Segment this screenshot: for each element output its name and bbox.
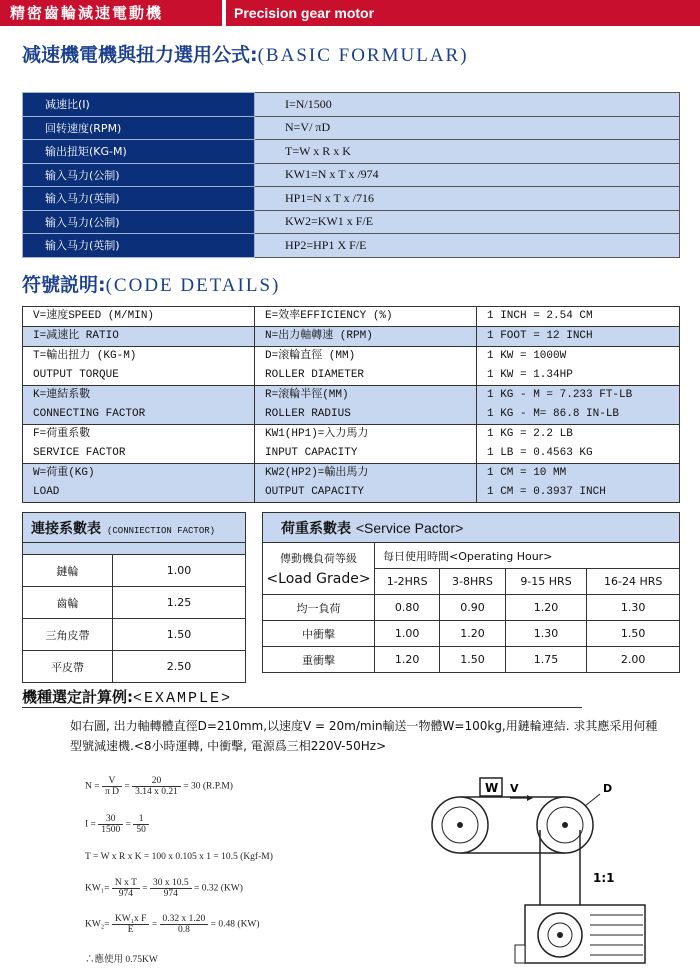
formula-value: KW2=KW1 x F/E	[255, 210, 680, 234]
connection-title-cn: 連接系數表	[31, 520, 101, 537]
calc-rpm-eq: =	[124, 781, 130, 792]
calc-torque: T = W x R x K = 100 x 0.105 x 1 = 10.5 (Kgf-M)	[85, 852, 273, 862]
example-divider	[22, 707, 582, 708]
load-label: W	[485, 781, 499, 795]
service-row	[263, 647, 680, 673]
formula-table	[22, 92, 680, 258]
connection-value: 2.50	[113, 651, 246, 683]
code-line: 1 LB = 0.4563 KG	[487, 447, 593, 459]
example-text-line-1: 如右圖, 出力軸轉體直徑D=210mm,以速度V = 20m/min輸送一物體W=100kg,用鏈輪連結. 求其應采用何種	[70, 719, 658, 733]
service-factor-value: 1.20	[505, 595, 587, 621]
calc-ratio-den2: 50	[136, 825, 146, 835]
page-header	[0, 0, 700, 26]
calc-kw2-eq: =	[151, 919, 158, 930]
code-line: 1 CM = 10 MM	[487, 467, 567, 479]
example-text-line-2: 型號減速機.<8小時運轉, 中衝擊, 電源爲三相220V-50Hz>	[70, 739, 387, 753]
calc-kw2	[85, 914, 260, 935]
connection-row	[23, 619, 246, 651]
calc-ratio-eq: =	[125, 819, 132, 830]
service-factor-value: 1.20	[440, 621, 505, 647]
formula-label: 回转速度(RPM)	[23, 116, 255, 140]
service-factor-value: 1.20	[375, 647, 440, 673]
left-roller-hub	[457, 822, 463, 828]
operating-hour-cell: 1-2HRS	[375, 569, 440, 595]
calc-kw1	[85, 878, 243, 899]
service-factor-value: 0.80	[375, 595, 440, 621]
calc-rpm-num2: 20	[132, 776, 181, 787]
example-title	[22, 686, 232, 707]
code-cell	[23, 347, 255, 386]
code-line: 1 CM = 0.3937 INCH	[487, 486, 606, 498]
calc-kw2-den: E	[127, 925, 134, 935]
calc-kw2-lhs: KW₂=	[85, 919, 110, 930]
calc-kw2-num2: 0.32 x 1.20	[160, 914, 209, 925]
formula-value: HP2=HP1 X F/E	[255, 234, 680, 258]
code-line: KW1(HP1)=入力馬力	[265, 428, 369, 440]
code-line: K=連結系數	[33, 389, 91, 401]
ratio-label: 1:1	[593, 871, 615, 885]
code-line: SERVICE FACTOR	[33, 447, 126, 459]
service-factor-value: 1.50	[587, 621, 680, 647]
diameter-label: D	[603, 782, 613, 795]
code-row	[23, 464, 680, 503]
formula-row	[23, 210, 680, 234]
connection-table-header	[23, 513, 246, 543]
calc-ratio-den: 1500	[101, 825, 121, 835]
calc-ratio-num2: 1	[133, 814, 149, 825]
code-cell	[477, 307, 680, 327]
calc-ratio-lhs: I =	[85, 819, 96, 830]
formula-value: HP1=N x T x /716	[255, 187, 680, 211]
calc-kw1-eq: =	[142, 883, 148, 894]
connection-row	[23, 651, 246, 683]
right-roller-hub	[562, 822, 568, 828]
code-line: KW2(HP2)=輸出馬力	[265, 467, 369, 479]
code-row	[23, 307, 680, 327]
service-row	[263, 595, 680, 621]
service-factor-value: 1.30	[587, 595, 680, 621]
load-grade-header	[263, 543, 375, 595]
motor-sprocket-hub	[557, 932, 563, 938]
code-line: R=滚輪半徑(MM)	[265, 389, 349, 401]
code-line: 1 KG = 2.2 LB	[487, 428, 573, 440]
connection-value: 1.00	[113, 555, 246, 587]
connection-name: 三角皮帶	[23, 619, 113, 651]
code-cell	[255, 327, 477, 347]
calc-ratio	[85, 814, 149, 835]
formula-label: 输入马力(公制)	[23, 163, 255, 187]
code-line: 1 KW = 1000W	[487, 350, 567, 362]
formula-value: I=N/1500	[255, 93, 680, 117]
code-line: 1 FOOT = 12 INCH	[487, 330, 593, 342]
formula-value: T=W x R x K	[255, 140, 680, 164]
calc-kw2-den2: 0.8	[177, 925, 190, 935]
service-load-grade: 中衝擊	[263, 621, 375, 647]
calc-rpm-den: π D	[104, 787, 120, 797]
code-line: N=出力軸轉速 (RPM)	[265, 330, 373, 342]
code-cell	[477, 327, 680, 347]
calc-rpm-result: = 30 (R.P.M)	[183, 781, 233, 792]
formula-label: 输出扭矩(KG-M)	[23, 140, 255, 164]
service-load-grade: 重衝擊	[263, 647, 375, 673]
code-row	[23, 425, 680, 464]
example-title-cn: 機種選定計算例:	[22, 688, 133, 706]
code-line: F=荷重系數	[33, 428, 91, 440]
connection-title-en: (CONNIECTION FACTOR)	[107, 525, 216, 536]
calc-kw1-lhs: KW₁=	[85, 883, 110, 894]
code-cell	[255, 307, 477, 327]
conveyor-diagram	[415, 770, 660, 965]
service-factor-table	[262, 512, 680, 673]
service-factor-value: 1.75	[505, 647, 587, 673]
code-line: 1 KW = 1.34HP	[487, 369, 573, 381]
service-title-en: <Service Pactor>	[355, 519, 464, 536]
code-cell	[255, 347, 477, 386]
service-row	[263, 621, 680, 647]
formula-row	[23, 187, 680, 211]
operating-hour-cell: 3-8HRS	[440, 569, 505, 595]
code-title-en: (CODE DETAILS)	[105, 275, 281, 296]
code-line: E=效率EFFICIENCY (%)	[265, 310, 393, 322]
connection-name: 鏈輪	[23, 555, 113, 587]
code-line: 1 INCH = 2.54 CM	[487, 310, 593, 322]
calc-rpm-lhs: N =	[85, 781, 100, 792]
code-line: V=速度SPEED (M/MIN)	[33, 310, 155, 322]
calc-conclusion: ∴應使用 0.75KW	[85, 955, 158, 965]
service-factor-value: 1.00	[375, 621, 440, 647]
calc-kw1-num: N x T	[112, 878, 140, 889]
code-section-title	[22, 270, 280, 297]
code-line: W=荷重(KG)	[33, 467, 95, 479]
code-line: OUTPUT TORQUE	[33, 369, 119, 381]
load-grade-en: <Load Grade>	[266, 570, 371, 587]
code-details-table	[22, 306, 680, 503]
code-cell	[23, 307, 255, 327]
service-title-cn: 荷重系數表	[281, 520, 351, 537]
service-factor-value: 1.30	[505, 621, 587, 647]
connection-spacer	[23, 543, 246, 555]
formula-row	[23, 234, 680, 258]
calc-kw2-result: = 0.48 (KW)	[210, 919, 260, 930]
calc-kw1-den2: 974	[163, 889, 178, 899]
connection-name: 齒輪	[23, 587, 113, 619]
code-cell	[23, 327, 255, 347]
velocity-label: V	[510, 782, 519, 795]
code-line: ROLLER DIAMETER	[265, 369, 365, 381]
code-cell	[23, 464, 255, 503]
code-row	[23, 347, 680, 386]
calc-rpm-den2: 3.14 x 0.21	[135, 787, 178, 797]
connection-row	[23, 555, 246, 587]
code-line: LOAD	[33, 486, 60, 498]
code-line: 1 KG - M= 86.8 IN-LB	[487, 408, 620, 420]
load-grade-cn: 傳動機負荷等級	[280, 551, 357, 565]
example-title-en: <EXAMPLE>	[133, 690, 233, 707]
formula-row	[23, 93, 680, 117]
connection-value: 1.25	[113, 587, 246, 619]
formula-label: 减速比(I)	[23, 93, 255, 117]
calc-ratio-num: 30	[98, 814, 123, 825]
code-row	[23, 327, 680, 347]
formula-row	[23, 140, 680, 164]
service-table-header	[263, 513, 680, 543]
calc-kw1-den: 974	[118, 889, 133, 899]
operating-hour-cell: 16-24 HRS	[587, 569, 680, 595]
code-line: I=减速比 RATIO	[33, 330, 119, 342]
formula-row	[23, 163, 680, 187]
code-cell	[23, 425, 255, 464]
formula-value: N=V/ πD	[255, 116, 680, 140]
code-cell	[255, 425, 477, 464]
calc-rpm-num: V	[102, 776, 122, 787]
code-title-cn: 符號説明:	[22, 274, 106, 296]
formula-title-cn: 减速機電機與扭力選用公式:	[22, 44, 258, 66]
formula-label: 输入马力(公制)	[23, 210, 255, 234]
code-cell	[23, 386, 255, 425]
connection-value: 1.50	[113, 619, 246, 651]
code-line: INPUT CAPACITY	[265, 447, 358, 459]
code-line: 1 KG - M = 7.233 FT-LB	[487, 389, 633, 401]
service-load-grade: 均一負荷	[263, 595, 375, 621]
calc-rpm	[85, 776, 233, 797]
calc-kw1-num2: 30 x 10.5	[150, 878, 192, 889]
code-line: OUTPUT CAPACITY	[265, 486, 365, 498]
connection-row	[23, 587, 246, 619]
code-cell	[477, 425, 680, 464]
operating-hour-header: 每日使用時間<Operating Hour>	[375, 543, 680, 569]
velocity-arrow-head	[527, 795, 533, 801]
code-line: D=滚輪直徑 (MM)	[265, 350, 356, 362]
formula-title-en: (BASIC FORMULAR)	[257, 45, 469, 66]
code-cell	[255, 386, 477, 425]
service-factor-value: 0.90	[440, 595, 505, 621]
service-factor-value: 2.00	[587, 647, 680, 673]
formula-value: KW1=N x T x /974	[255, 163, 680, 187]
motor-foot	[515, 945, 525, 963]
code-cell	[477, 464, 680, 503]
code-cell	[477, 347, 680, 386]
code-cell	[255, 464, 477, 503]
header-chinese-title: 精密齒輪減速電動機	[0, 0, 222, 26]
code-line: CONNECTING FACTOR	[33, 408, 146, 420]
operating-hour-cell: 9-15 HRS	[505, 569, 587, 595]
connection-factor-table	[22, 512, 246, 683]
header-english-title: Precision gear motor	[222, 0, 700, 26]
connection-name: 平皮帶	[23, 651, 113, 683]
calc-kw2-num: KW₁x F	[112, 914, 150, 925]
code-line: T=輸出扭力 (KG-M)	[33, 350, 137, 362]
code-cell	[477, 386, 680, 425]
formula-row	[23, 116, 680, 140]
formula-label: 输入马力(英制)	[23, 187, 255, 211]
calc-kw1-result: = 0.32 (KW)	[193, 883, 243, 894]
formula-label: 输入马力(英制)	[23, 234, 255, 258]
formula-section-title	[22, 40, 469, 67]
service-factor-value: 1.50	[440, 647, 505, 673]
code-row	[23, 386, 680, 425]
code-line: ROLLER RADIUS	[265, 408, 351, 420]
